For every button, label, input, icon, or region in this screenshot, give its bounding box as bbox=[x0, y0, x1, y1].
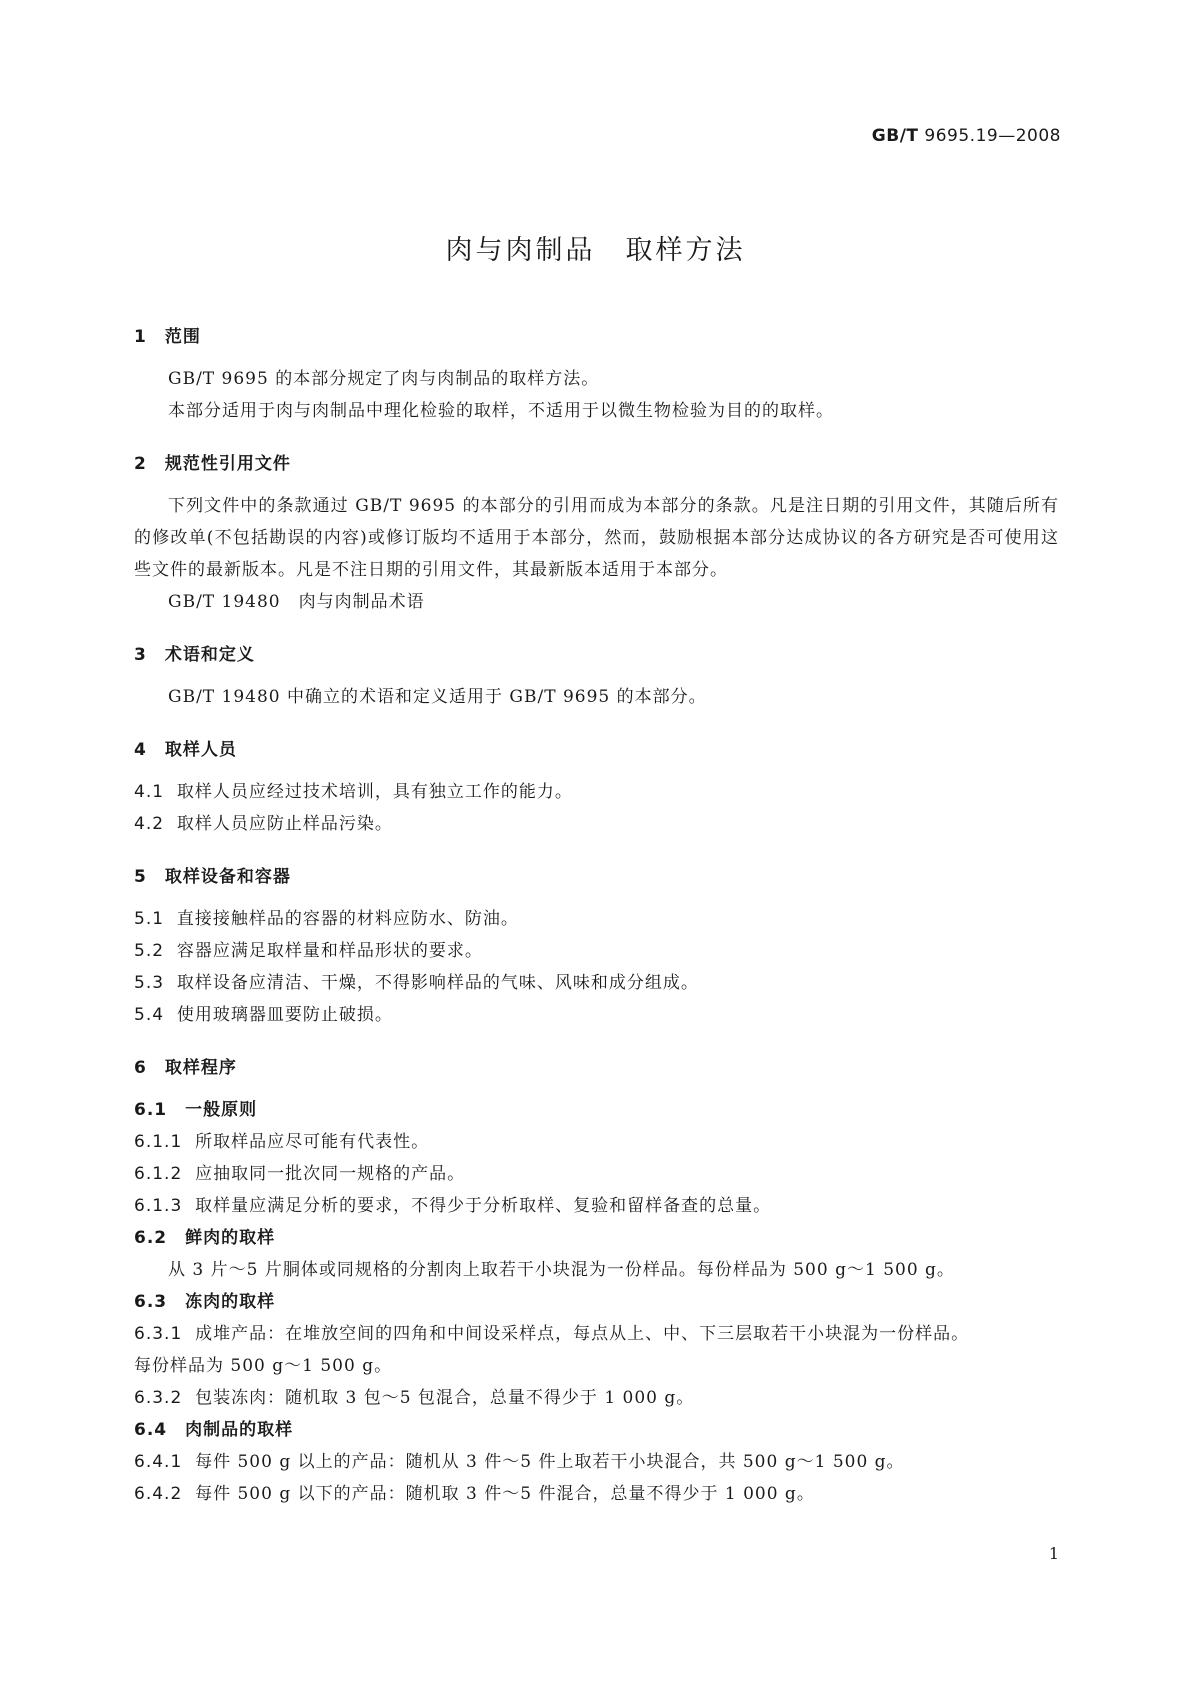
clause-6-3-1 bbox=[134, 1318, 1059, 1350]
clause-text: 取样量应满足分析的要求，不得少于分析取样、复验和留样备查的总量。 bbox=[195, 1196, 772, 1216]
section-3-paragraph-1: GB/T 19480 中确立的术语和定义适用于 GB/T 9695 的本部分。 bbox=[168, 687, 707, 707]
clause-6-3-1-continuation: 每份样品为 500 g～1 500 g。 bbox=[134, 1356, 393, 1376]
clause-number: 5.2 bbox=[134, 941, 165, 961]
clause-number: 5.1 bbox=[134, 909, 165, 929]
clause-text: 成堆产品：在堆放空间的四角和中间设采样点，每点从上、中、下三层取若干小块混为一份样品。 bbox=[195, 1324, 970, 1344]
clause-text: 取样人员应经过技术培训，具有独立工作的能力。 bbox=[176, 782, 573, 802]
clause-5-2 bbox=[134, 935, 1059, 967]
subsection-6-1-heading: 6.1 一般原则 bbox=[134, 1100, 258, 1120]
clause-6-4-1 bbox=[134, 1446, 1059, 1478]
clause-text: 每件 500 g 以上的产品：随机从 3 件～5 件上取若干小块混合，共 500 g～1 500 g。 bbox=[195, 1452, 905, 1472]
clause-4-2 bbox=[134, 808, 1059, 840]
subsection-6-3-heading: 6.3 冻肉的取样 bbox=[134, 1292, 276, 1312]
standard-code-number: 9695.19—2008 bbox=[924, 126, 1061, 146]
section-2-paragraph-1: 下列文件中的条款通过 GB/T 9695 的本部分的引用而成为本部分的条款。凡是注日期的引用文件，其随后所有的修改单(不包括勘误的内容)或修订版均不适用于本部分，然而，鼓励根据本部分达成协议的各方研究是否可使用这些文件的最新版本。凡是不注日期的引用文件，其最新版本适用于本部分。 bbox=[134, 496, 1059, 580]
clause-text: 直接接触样品的容器的材料应防水、防油。 bbox=[176, 909, 519, 929]
clause-number: 6.4.2 bbox=[134, 1484, 183, 1504]
section-1-heading: 1 范围 bbox=[134, 327, 201, 347]
clause-6-3-2 bbox=[134, 1382, 1059, 1414]
standard-code-prefix: GB/T bbox=[871, 126, 919, 146]
section-6-heading: 6 取样程序 bbox=[134, 1058, 237, 1078]
clause-number: 6.1.3 bbox=[134, 1196, 183, 1216]
section-2-reference: GB/T 19480 肉与肉制品术语 bbox=[168, 592, 425, 612]
clause-text: 取样人员应防止样品污染。 bbox=[176, 814, 393, 834]
clause-text: 使用玻璃器皿要防止破损。 bbox=[176, 1005, 393, 1025]
subsection-6-2-heading: 6.2 鲜肉的取样 bbox=[134, 1228, 276, 1248]
clause-number: 6.3.2 bbox=[134, 1388, 183, 1408]
clause-text: 容器应满足取样量和样品形状的要求。 bbox=[176, 941, 483, 961]
clause-number: 4.1 bbox=[134, 782, 165, 802]
clause-number: 6.1.2 bbox=[134, 1164, 183, 1184]
document-body bbox=[134, 322, 1059, 1510]
section-1-paragraph-1: GB/T 9695 的本部分规定了肉与肉制品的取样方法。 bbox=[168, 369, 600, 389]
page-number: 1 bbox=[1048, 1544, 1059, 1563]
clause-6-1-2 bbox=[134, 1158, 1059, 1190]
subsection-6-2-paragraph: 从 3 片～5 片胴体或同规格的分割肉上取若干小块混为一份样品。每份样品为 500 g～1 500 g。 bbox=[168, 1260, 955, 1280]
clause-text: 每件 500 g 以下的产品：随机取 3 件～5 件混合，总量不得少于 1 000 g。 bbox=[195, 1484, 815, 1504]
clause-5-3 bbox=[134, 967, 1059, 999]
clause-number: 5.4 bbox=[134, 1005, 165, 1025]
clause-6-4-2 bbox=[134, 1478, 1059, 1510]
clause-5-1 bbox=[134, 903, 1059, 935]
clause-5-4 bbox=[134, 999, 1059, 1031]
clause-number: 5.3 bbox=[134, 973, 165, 993]
clause-number: 6.4.1 bbox=[134, 1452, 183, 1472]
section-2-heading: 2 规范性引用文件 bbox=[134, 454, 291, 474]
clause-4-1 bbox=[134, 776, 1059, 808]
standard-code bbox=[872, 126, 1061, 146]
clause-text: 包装冻肉：随机取 3 包～5 包混合，总量不得少于 1 000 g。 bbox=[195, 1388, 695, 1408]
subsection-6-4-heading: 6.4 肉制品的取样 bbox=[134, 1420, 294, 1440]
section-5-heading: 5 取样设备和容器 bbox=[134, 867, 291, 887]
document-title: 肉与肉制品 取样方法 bbox=[445, 235, 746, 266]
clause-text: 取样设备应清洁、干燥，不得影响样品的气味、风味和成分组成。 bbox=[176, 973, 699, 993]
clause-text: 所取样品应尽可能有代表性。 bbox=[195, 1132, 430, 1152]
section-4-heading: 4 取样人员 bbox=[134, 740, 237, 760]
clause-6-1-3 bbox=[134, 1190, 1059, 1222]
section-3-heading: 3 术语和定义 bbox=[134, 645, 255, 665]
clause-number: 4.2 bbox=[134, 814, 165, 834]
clause-text: 应抽取同一批次同一规格的产品。 bbox=[195, 1164, 466, 1184]
clause-number: 6.1.1 bbox=[134, 1132, 183, 1152]
clause-number: 6.3.1 bbox=[134, 1324, 183, 1344]
clause-6-1-1 bbox=[134, 1126, 1059, 1158]
section-1-paragraph-2: 本部分适用于肉与肉制品中理化检验的取样，不适用于以微生物检验为目的的取样。 bbox=[168, 401, 834, 421]
